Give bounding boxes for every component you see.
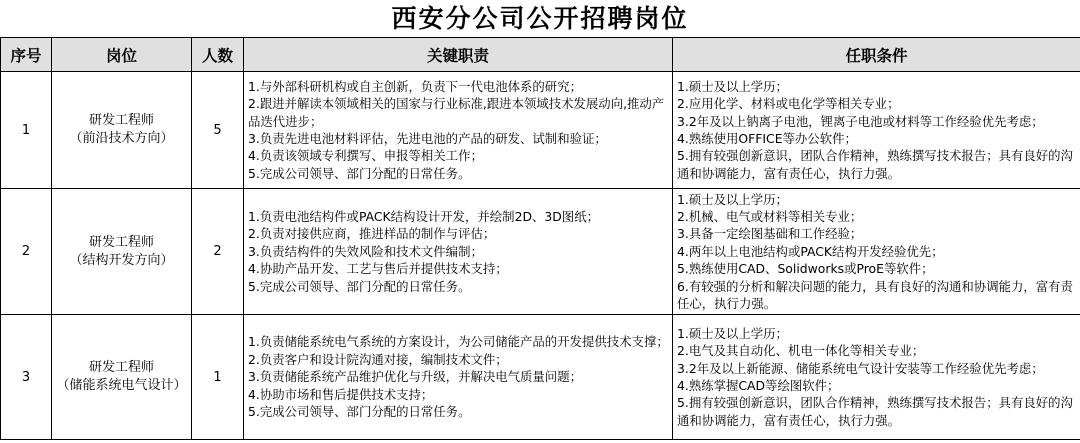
duty-item: 3.负责先进电池材料评估，先进电池的产品的研发、试制和验证； (248, 131, 607, 146)
position-direction: （前沿技术方向） (69, 131, 174, 146)
row-duties (244, 72, 673, 189)
position-title: 研发工程师 (88, 360, 154, 375)
header-requirements: 任职条件 (673, 38, 1080, 72)
header-count: 人数 (192, 38, 244, 72)
row-count: 5 (192, 72, 244, 189)
requirement-item: 1.硕士及以上学历； (677, 191, 788, 207)
duty-item: 2.跟进并解读本领域相关的国家与行业标准,跟进本领域技术发展动向,推动产品迭代进步； (248, 96, 665, 129)
position-direction: （储能系统电气设计） (56, 378, 187, 393)
row-count: 1 (192, 315, 244, 440)
duty-item: 5.完成公司领导、部门分配的日常任务。 (248, 404, 471, 420)
requirement-item: 4.熟练使用OFFICE等办公软件； (677, 131, 857, 146)
requirement-item: 3.2年及以上钠离子电池，锂离子电池或材料等工作经验优先考虑； (677, 113, 1044, 129)
row-seq: 1 (1, 72, 52, 189)
table-row (1, 189, 1080, 315)
table-header-row (1, 38, 1080, 72)
duty-item: 1.负责储能系统电气系统的方案设计，为公司储能产品的开发提供技术支撑； (248, 334, 669, 350)
requirement-item: 4.两年以上电池结构或PACK结构开发经验优先； (677, 243, 944, 259)
job-table (0, 37, 1080, 440)
duty-item: 3.负责储能系统产品维护优化与升级，并解决电气质量问题； (248, 369, 582, 385)
duty-item: 5.完成公司领导、部门分配的日常任务。 (248, 278, 471, 294)
page-title: 西安分公司公开招聘岗位 (391, 4, 689, 33)
requirement-item: 1.硕士及以上学历； (677, 78, 788, 94)
row-position (52, 315, 192, 440)
row-seq: 3 (1, 315, 52, 440)
requirement-item: 1.硕士及以上学历； (677, 325, 788, 341)
header-duties: 关键职责 (244, 38, 673, 72)
requirement-item: 2.应用化学、材料或电化学等相关专业； (677, 96, 900, 112)
row-requirements (673, 72, 1080, 189)
duty-item: 2.负责对接供应商，推进样品的制作与评估； (248, 226, 496, 242)
row-position (52, 72, 192, 189)
duty-item: 1.与外部科研机构或自主创新，负责下一代电池体系的研究； (248, 78, 582, 94)
header-position: 岗位 (52, 38, 192, 72)
header-seq: 序号 (1, 38, 52, 72)
duty-item: 1.负责电池结构件或PACK结构设计开发，并绘制2D、3D图纸； (248, 208, 599, 224)
row-position (52, 189, 192, 315)
requirement-item: 3.2年及以上新能源、储能系统电气设计安装等工作经验优先考虑； (677, 360, 1044, 376)
requirement-item: 5.熟练使用CAD、Solidworks或ProE等软件； (677, 261, 934, 277)
requirement-item: 6.有较强的分析和解决问题的能力，具有良好的沟通和协调能力，富有责任心，执行力强。 (677, 278, 1073, 312)
position-title: 研发工程师 (88, 234, 154, 250)
position-title: 研发工程师 (88, 113, 154, 128)
requirement-item: 3.具备一定绘图基础和工作经验； (677, 226, 863, 242)
row-count: 2 (192, 189, 244, 315)
table-row (1, 315, 1080, 440)
position-direction: （结构开发方向） (69, 252, 174, 268)
duty-item: 2.负责客户和设计院沟通对接，编制技术文件； (248, 351, 508, 367)
row-requirements (673, 189, 1080, 315)
requirement-item: 2.机械、电气或材料等相关专业； (677, 208, 863, 224)
duty-item: 4.协助市场和售后提供技术支持； (248, 386, 434, 402)
row-duties (244, 189, 673, 315)
duty-item: 4.负责该领域专利撰写、申报等相关工作； (248, 148, 483, 164)
row-requirements (673, 315, 1080, 440)
duty-item: 5.完成公司领导、部门分配的日常任务。 (248, 165, 471, 181)
requirement-item: 2.电气及其自动化、机电一体化等相关专业； (677, 343, 925, 359)
requirement-item: 5.拥有较强创新意识，团队合作精神，熟练撰写技术报告；具有良好的沟通和协调能力，富有责任心，执行力强。 (677, 148, 1073, 181)
duty-item: 4.协助产品开发、工艺与售后并提供技术支持； (248, 261, 508, 277)
row-duties (244, 315, 673, 440)
table-row (1, 72, 1080, 189)
duty-item: 3.负责结构件的失效风险和技术文件编制； (248, 243, 483, 259)
row-seq: 2 (1, 189, 52, 315)
requirement-item: 5.拥有较强创新意识，团队合作精神，熟练撰写技术报告；具有良好的沟通和协调能力，富有责任心，执行力强。 (677, 395, 1073, 428)
requirement-item: 4.熟练掌握CAD等绘图软件； (677, 378, 840, 393)
